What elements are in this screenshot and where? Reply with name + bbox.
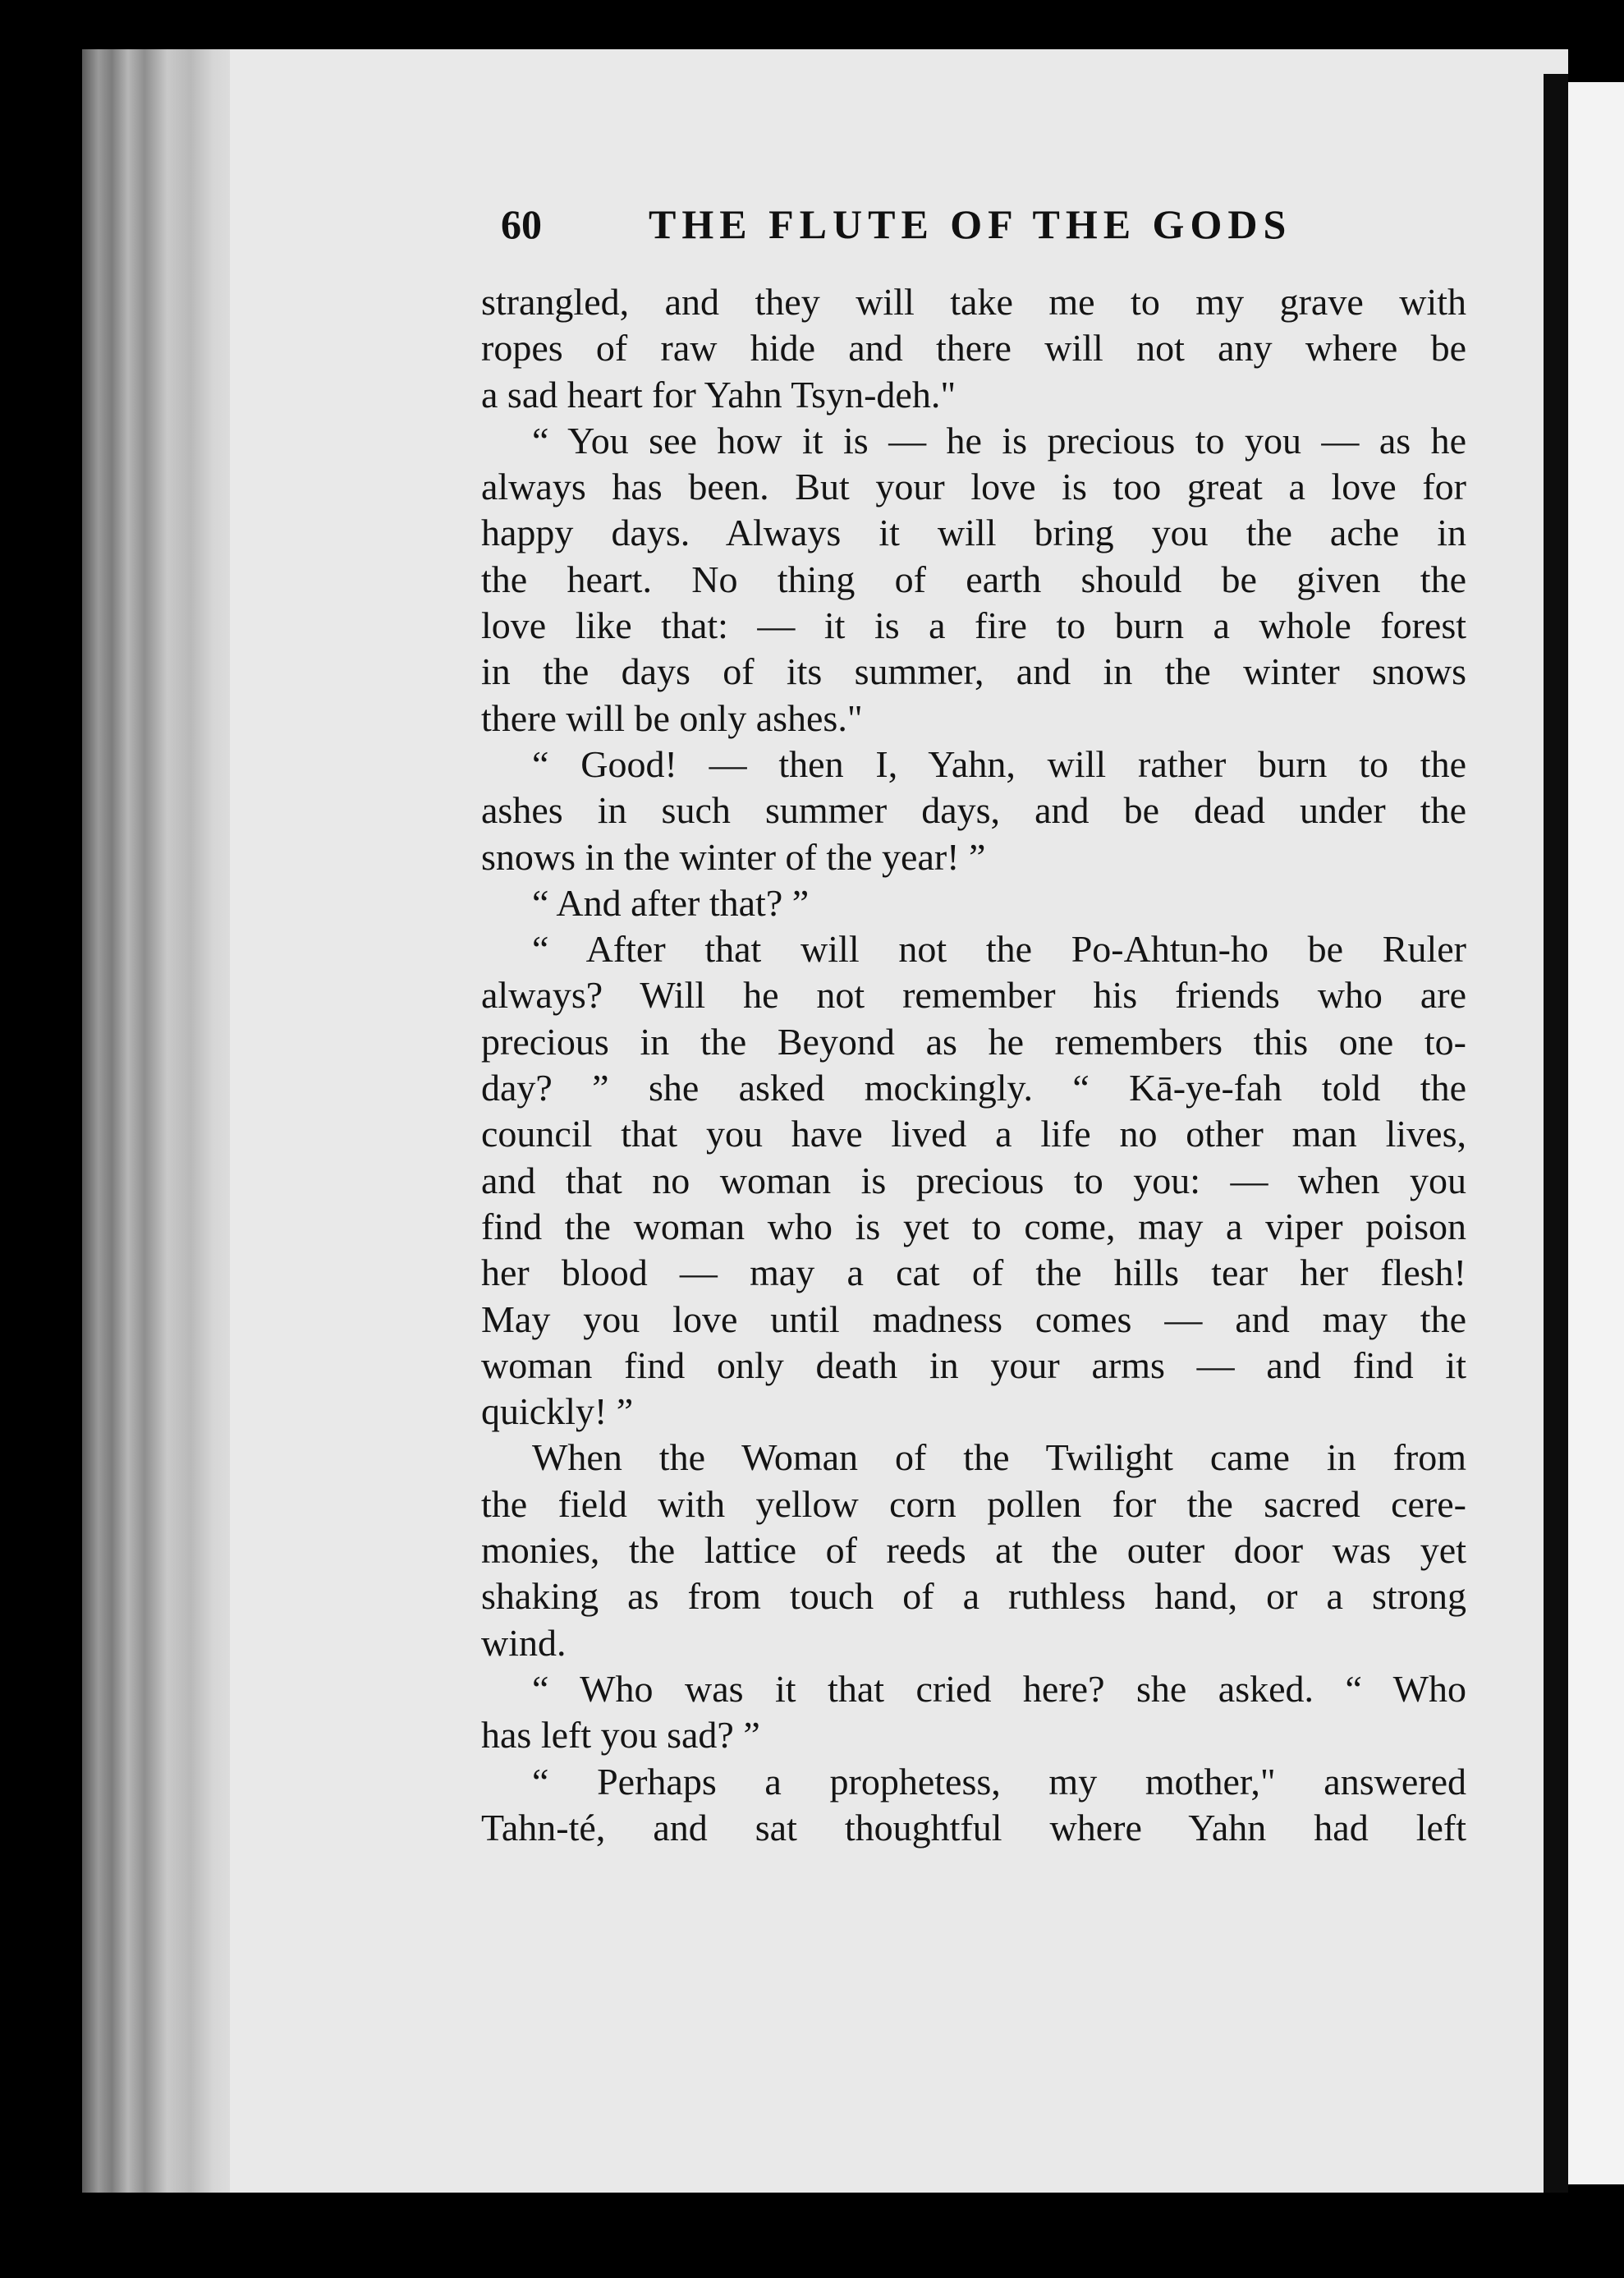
- text-line: love like that: — it is a fire to burn a whole forest: [481, 604, 1466, 647]
- text-line: “ After that will not the Po-Ahtun-ho be Ruler: [532, 928, 1466, 971]
- text-line: her blood — may a cat of the hills tear her flesh!: [481, 1252, 1466, 1294]
- text-line: woman find only death in your arms — and find it: [481, 1343, 1466, 1386]
- text-line: May you love until madness comes — and may the: [481, 1297, 1466, 1340]
- text-line: always has been. But your love is too great a love for: [481, 466, 1466, 508]
- text-line: there will be only ashes.": [481, 696, 863, 739]
- page-number: 60: [501, 201, 542, 247]
- text-line: “ And after that? ”: [532, 881, 810, 924]
- text-line: council that you have lived a life no other man lives,: [481, 1113, 1466, 1155]
- text-line: and that no woman is precious to you: — when you: [481, 1159, 1466, 1201]
- text-line: happy days. Always it will bring you the ache in: [481, 512, 1466, 554]
- text-line: quickly! ”: [481, 1390, 634, 1433]
- text-line: always? Will he not remember his friends who are: [481, 974, 1466, 1017]
- text-line: precious in the Beyond as he remembers this one to-: [481, 1020, 1466, 1063]
- text-line: day? ” she asked mockingly. “ Kā-ye-fah told the: [481, 1067, 1466, 1109]
- book-gutter-shadow: [82, 49, 246, 2193]
- text-line: “ Good! — then I, Yahn, will rather burn to the: [532, 742, 1466, 785]
- body-text: [481, 279, 1466, 1851]
- running-title: THE FLUTE OF THE GODS: [649, 201, 1292, 247]
- text-line: ashes in such summer days, and be dead under the: [481, 789, 1466, 832]
- text-line: “ Who was it that cried here? she asked. “ Who: [532, 1667, 1466, 1710]
- next-page-edge: [1568, 82, 1624, 2184]
- text-line: “ You see how it is — he is precious to you — as he: [532, 419, 1466, 462]
- text-line: the field with yellow corn pollen for the sacred cere-: [481, 1482, 1466, 1525]
- text-line: When the Woman of the Twilight came in from: [532, 1436, 1466, 1479]
- text-line: “ Perhaps a prophetess, my mother," answered: [532, 1760, 1466, 1803]
- text-line: ropes of raw hide and there will not any where be: [481, 327, 1466, 370]
- text-line: monies, the lattice of reeds at the outer door was yet: [481, 1529, 1466, 1572]
- text-line: shaking as from touch of a ruthless hand, or a strong: [481, 1575, 1466, 1618]
- text-line: wind.: [481, 1621, 567, 1664]
- text-line: in the days of its summer, and in the winter snows: [481, 650, 1466, 693]
- text-line: the heart. No thing of earth should be given the: [481, 558, 1466, 600]
- text-line: a sad heart for Yahn Tsyn-deh.": [481, 373, 957, 416]
- text-line: has left you sad? ”: [481, 1714, 760, 1757]
- text-line: snows in the winter of the year! ”: [481, 835, 986, 878]
- text-line: strangled, and they will take me to my grave with: [481, 281, 1466, 323]
- page-right-edge: [1544, 74, 1568, 2193]
- running-header: [501, 200, 1470, 258]
- text-line: Tahn-té, and sat thoughtful where Yahn had left: [481, 1806, 1466, 1849]
- text-line: find the woman who is yet to come, may a viper poison: [481, 1205, 1466, 1247]
